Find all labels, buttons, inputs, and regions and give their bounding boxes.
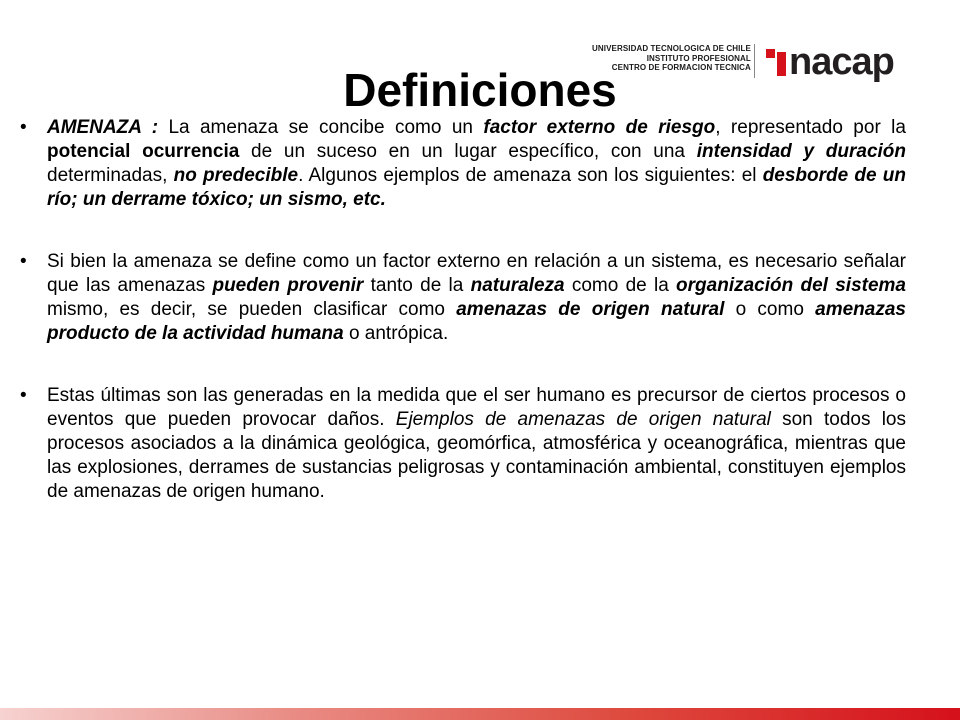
text-segment: naturaleza <box>470 275 565 296</box>
text-segment: como de la <box>564 275 677 296</box>
text-segment: tanto de la <box>363 275 471 296</box>
page-title: Definiciones <box>343 64 617 116</box>
bullet-dot: • <box>20 385 27 406</box>
text-segment: AMENAZA : <box>47 117 159 138</box>
text-segment: Estas últimas son las generadas en la medida que el ser humano es precursor de ciertos procesos o eventos que pueden provocar daños. <box>47 385 906 430</box>
text-segment: mismo, es decir, se pueden clasificar como <box>47 299 457 320</box>
text-segment: intensidad y duración <box>696 141 906 162</box>
text-segment: no predecible <box>173 165 299 186</box>
text-segment: Si bien la amenaza se define como un factor externo en relación a un sistema, es necesario señalar que las amenazas <box>47 251 906 296</box>
text-segment: Ejemplos de amenazas de origen natural <box>395 409 771 430</box>
bullet-amenaza <box>20 116 906 212</box>
bullet-text <box>47 117 906 210</box>
text-segment: organización del sistema <box>676 275 906 296</box>
bullet-dot: • <box>20 251 27 272</box>
bullet-ejemplos <box>20 384 906 504</box>
text-segment: , representado por la <box>715 117 906 138</box>
text-segment: determinadas, <box>47 165 174 186</box>
text-segment: o como <box>724 299 816 320</box>
institution-line-1: UNIVERSIDAD TECNOLOGICA DE CHILE <box>592 44 751 53</box>
bullet-text <box>47 251 906 344</box>
text-segment: La amenaza se concibe como un <box>158 117 484 138</box>
institution-line-3: CENTRO DE FORMACION TECNICA <box>611 63 751 72</box>
text-segment: amenazas de origen natural <box>456 299 725 320</box>
text-segment: . Algunos ejemplos de amenaza son los siguientes: el <box>298 165 763 186</box>
bullet-list <box>20 116 906 542</box>
text-segment: son todos los procesos asociados a la dinámica geológica, geomórfica, atmosférica y oceanográfica, mientras que las explosiones, derrames de sustancias peligrosas y contaminación ambiental, constituyen ejemplos de amenazas de origen humano. <box>47 409 906 502</box>
bullet-origen <box>20 250 906 346</box>
text-segment: potencial ocurrencia <box>47 141 240 162</box>
text-segment: pueden provenir <box>212 275 364 296</box>
logo-word: nacap <box>789 41 894 83</box>
bullet-dot: • <box>20 117 27 138</box>
text-segment: de un suceso en un lugar específico, con una <box>239 141 697 162</box>
text-segment: desborde de un río; un derrame tóxico; un sismo, etc. <box>47 165 906 210</box>
text-segment: amenazas producto de la actividad humana <box>47 299 906 344</box>
text-segment: factor externo de riesgo <box>483 117 716 138</box>
text-segment: o antrópica. <box>343 323 449 344</box>
footer-gradient-band <box>0 708 960 720</box>
institution-line-2: INSTITUTO PROFESIONAL <box>646 53 751 63</box>
bullet-text <box>47 385 906 502</box>
logo-square-icon <box>766 49 775 58</box>
